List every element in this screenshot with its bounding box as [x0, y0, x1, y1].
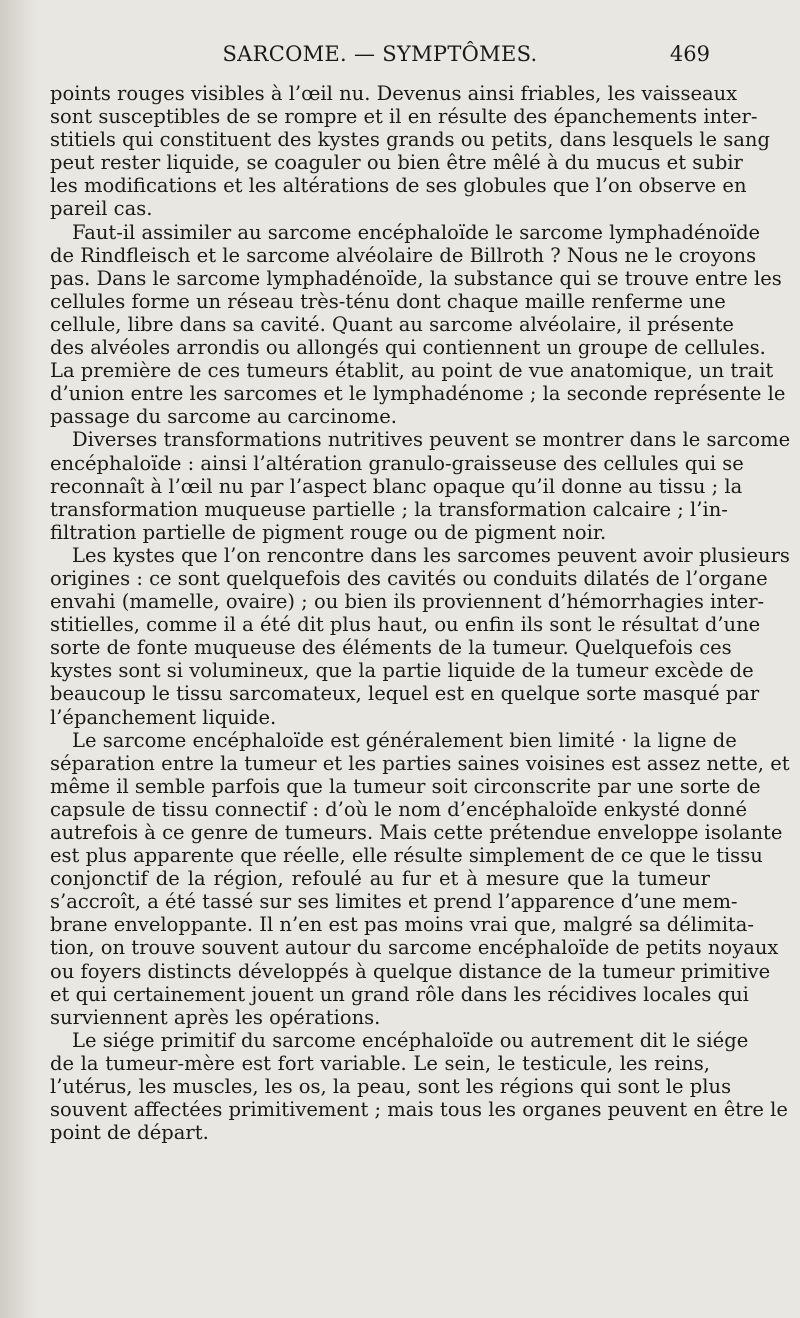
text-line: de Rindfleisch et le sarcome alvéolaire de Billroth ? Nous ne le croyons — [50, 243, 757, 267]
text-line: les modifications et les altérations de ses globules que l’on observe en — [50, 174, 747, 198]
text-line: pas. Dans le sarcome lymphadénoïde, la substance qui se trouve entre les — [50, 266, 782, 290]
text-line: l’épanchement liquide. — [50, 705, 277, 729]
text-line: et qui certainement jouent un grand rôle dans les récidives locales qui — [50, 982, 749, 1006]
text-line: brane enveloppante. Il n’en est pas moins vrai que, malgré sa délimita- — [50, 913, 754, 937]
paragraph — [50, 1028, 788, 1145]
text-line: reconnaît à l’œil nu par l’aspect blanc opaque qu’il donne au tissu ; la — [50, 474, 743, 498]
text-line: conjonctif de la région, refoulé au fur et à mesure que la tumeur — [50, 867, 710, 891]
text-line: capsule de tissu connectif : d’où le nom d’encéphaloïde enkysté donné — [50, 797, 748, 821]
paragraph — [50, 543, 790, 729]
text-line: l’utérus, les muscles, les os, la peau, sont les régions qui sont le plus — [50, 1075, 732, 1099]
text-line: stitiels qui constituent des kystes grands ou petits, dans lesquels le sang — [50, 128, 770, 152]
text-line: Faut-il assimiler au sarcome encéphaloïde le sarcome lymphadénoïde — [72, 220, 761, 244]
text-line: séparation entre la tumeur et les parties saines voisines est assez nette, et — [50, 751, 790, 775]
text-line: est plus apparente que réelle, elle résulte simplement de ce que le tissu — [50, 844, 763, 868]
text-line: souvent affectées primitivement ; mais tous les organes peuvent en être le — [50, 1098, 788, 1122]
text-line: sorte de fonte muqueuse des éléments de la tumeur. Quelquefois ces — [50, 636, 732, 660]
text-line: envahi (mamelle, ovaire) ; ou bien ils proviennent d’hémorrhagies inter- — [50, 590, 765, 614]
text-line: origines : ce sont quelquefois des cavités ou conduits dilatés de l’organe — [50, 566, 768, 590]
text-line: de la tumeur-mère est fort variable. Le sein, le testicule, les reins, — [50, 1051, 710, 1075]
text-line: Le siége primitif du sarcome encéphaloïde ou autrement dit le siége — [72, 1028, 749, 1052]
text-line: tion, on trouve souvent autour du sarcome encéphaloïde de petits noyaux — [50, 936, 779, 960]
text-line: pareil cas. — [50, 197, 153, 221]
text-line: même il semble parfois que la tumeur soit circonscrite par une sorte de — [50, 774, 761, 798]
text-line: Le sarcome encéphaloïde est généralement bien limité · la ligne de — [72, 728, 737, 752]
text-line: surviennent après les opérations. — [50, 1005, 381, 1029]
text-line: Diverses transformations nutritives peuvent se montrer dans le sarcome — [72, 428, 791, 452]
text-line: ou foyers distincts développés à quelque distance de la tumeur primitive — [50, 959, 771, 983]
text-line: des alvéoles arrondis ou allongés qui contiennent un groupe de cellules. — [50, 336, 766, 360]
running-title: SARCOME. — SYMPTÔMES. — [222, 42, 538, 66]
paragraph — [50, 220, 786, 429]
text-line: d’union entre les sarcomes et le lymphadénome ; la seconde représente le — [50, 382, 786, 406]
text-line: cellule, libre dans sa cavité. Quant au sarcome alvéolaire, il présente — [50, 312, 734, 336]
body-text — [50, 82, 791, 1145]
text-line: transformation muqueuse partielle ; la transformation calcaire ; l’in- — [50, 497, 728, 521]
text-line: sont susceptibles de se rompre et il en résulte des épanchements inter- — [50, 105, 758, 129]
text-line: peut rester liquide, se coaguler ou bien être mêlé à du mucus et subir — [50, 151, 743, 175]
text-line: passage du sarcome au carcinome. — [50, 405, 397, 429]
text-line: La première de ces tumeurs établit, au point de vue anatomique, un trait — [50, 359, 774, 383]
text-line: encéphaloïde : ainsi l’altération granulo-graisseuse des cellules qui se — [50, 451, 744, 475]
page-number: 469 — [669, 42, 710, 66]
paragraph — [50, 728, 790, 1029]
paragraph — [50, 82, 770, 221]
text-line: point de départ. — [50, 1121, 209, 1145]
text-line: kystes sont si volumineux, que la partie liquide de la tumeur excède de — [50, 659, 754, 683]
text-line: s’accroît, a été tassé sur ses limites et prend l’apparence d’une mem- — [50, 890, 738, 914]
text-line: cellules forme un réseau très-ténu dont chaque maille renferme une — [50, 289, 726, 313]
text-line: beaucoup le tissu sarcomateux, lequel est en quelque sorte masqué par — [50, 682, 760, 706]
text-line: stitielles, comme il a été dit plus haut, ou enfin ils sont le résultat d’une — [50, 613, 761, 637]
page-gutter-shadow — [0, 0, 38, 1318]
paragraph — [50, 428, 791, 544]
page-header — [50, 42, 710, 72]
text-line: points rouges visibles à l’œil nu. Devenus ainsi friables, les vaisseaux — [50, 82, 738, 105]
text-line: Les kystes que l’on rencontre dans les sarcomes peuvent avoir plusieurs — [72, 543, 790, 567]
text-line: autrefois à ce genre de tumeurs. Mais cette prétendue enveloppe isolante — [50, 821, 783, 844]
text-line: filtration partielle de pigment rouge ou de pigment noir. — [50, 520, 607, 544]
